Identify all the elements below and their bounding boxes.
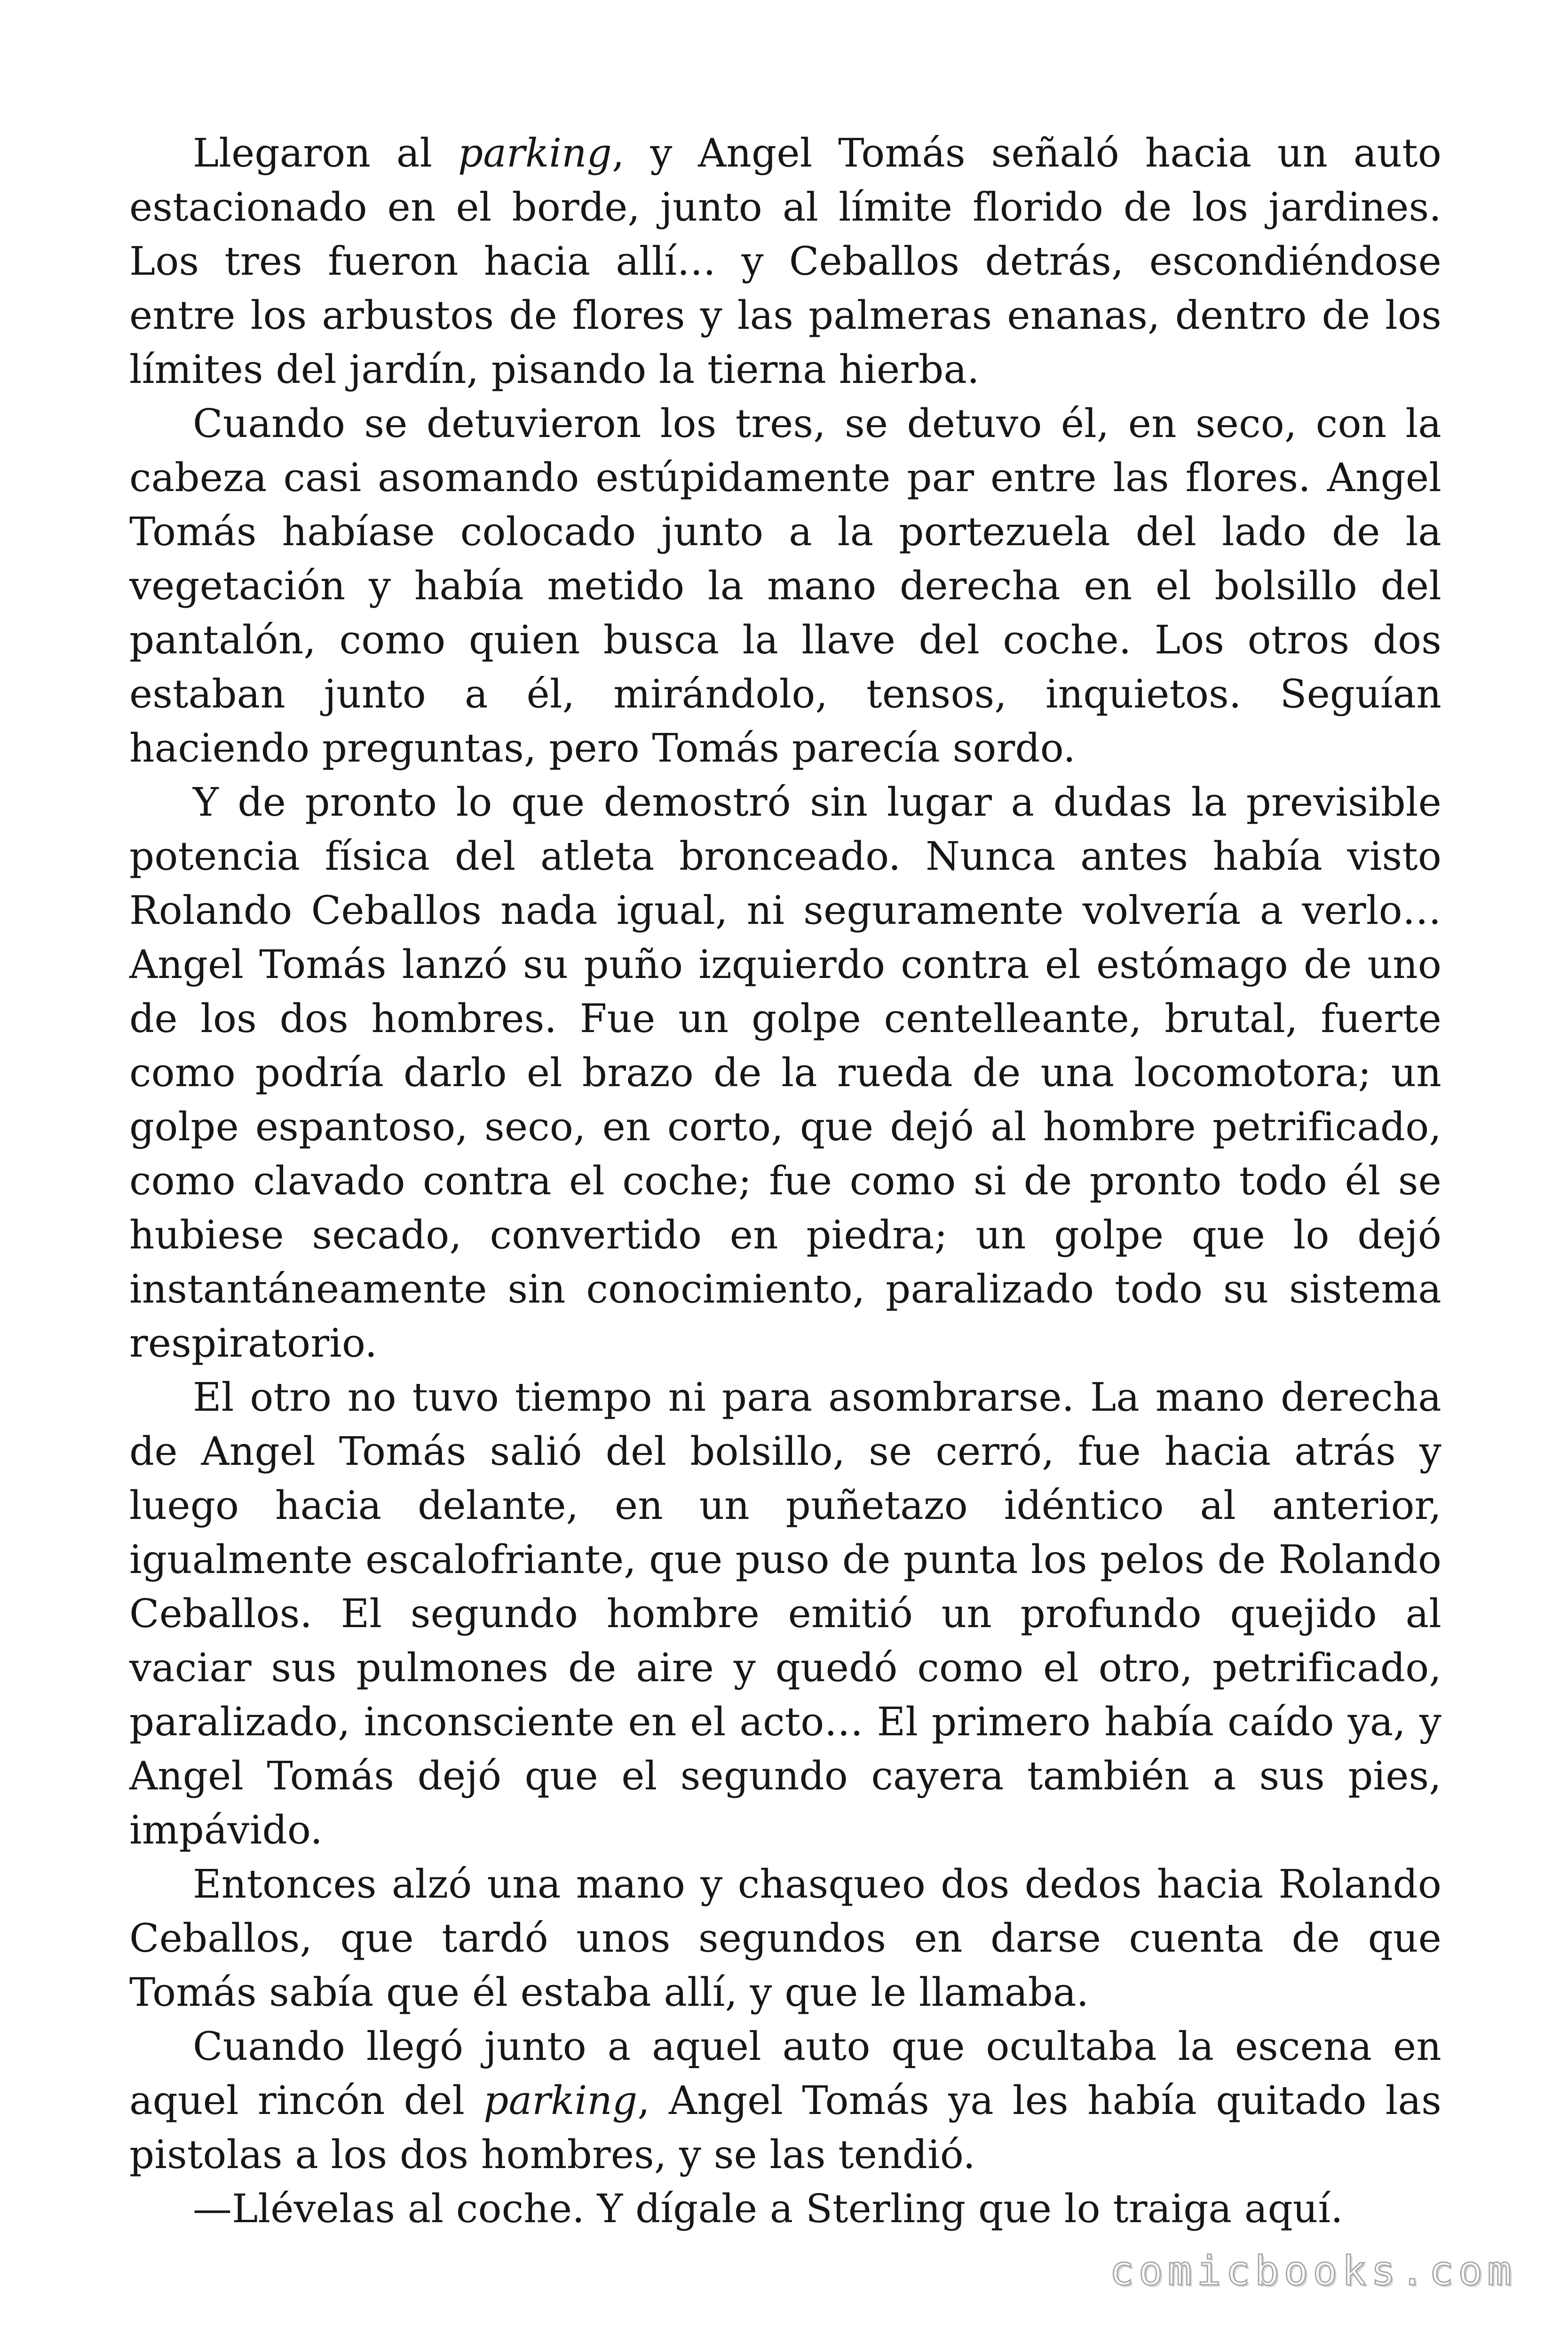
watermark: comicbooks.com — [1109, 2248, 1516, 2295]
paragraph: —Llévelas al coche. Y dígale a Sterling que lo traiga aquí. — [193, 2186, 1343, 2232]
italic-word: parking — [483, 2078, 638, 2123]
paragraph: Cuando se detuvieron los tres, se detuvo él, en seco, con la cabeza casi asomando estúpidamente par entre las flores. Angel Tomás habíase colocado junto a la portezuela del lado de la vegetación y había metido la mano derecha en el bolsillo del pantalón, como quien busca la llave del coche. Los otros dos estaban junto a él, mirándolo, tensos, inquietos. Seguían haciendo preguntas, pero Tomás parecía sordo. — [129, 401, 1441, 771]
paragraph: El otro no tuvo tiempo ni para asombrarse. La mano derecha de Angel Tomás salió del bolsillo, se cerró, fue hacia atrás y luego hacia delante, en un puñetazo idéntico al anterior, igualmente escalofriante, que puso de punta los pelos de Rolando Ceballos. El segundo hombre emitió un profundo quejido al vaciar sus pulmones de aire y quedó como el otro, petrificado, paralizado, inconsciente en el acto… El primero había caído ya, y Angel Tomás dejó que el segundo cayera también a sus pies, impávido. — [129, 1375, 1441, 1853]
text-run: , Angel Tomás ya les había quitado las pistolas a los dos hombres, y se las tendió. — [129, 2078, 1441, 2177]
paragraph: Entonces alzó una mano y chasqueo dos dedos hacia Rolando Ceballos, que tardó unos segundos en darse cuenta de que Tomás sabía que él estaba allí, y que le llamaba. — [129, 1861, 1441, 2015]
paragraph — [129, 126, 1441, 397]
italic-word: parking — [458, 130, 612, 176]
paragraph — [129, 2019, 1441, 2182]
text-run: , y Angel Tomás señaló hacia un auto estacionado en el borde, junto al límite florido de los jardines. Los tres fueron hacia allí… y Ceballos detrás, escondiéndose entre los arbustos de flores y las palmeras enanas, dentro de los límites del jardín, pisando la tierna hierba. — [129, 130, 1441, 392]
paragraph: Y de pronto lo que demostró sin lugar a dudas la previsible potencia física del atleta bronceado. Nunca antes había visto Rolando Ceballos nada igual, ni seguramente volvería a verlo… Angel Tomás lanzó su puño izquierdo contra el estómago de uno de los dos hombres. Fue un golpe centelleante, brutal, fuerte como podría darlo el brazo de la rueda de una locomotora; un golpe espantoso, seco, en corto, que dejó al hombre petrificado, como clavado contra el coche; fue como si de pronto todo él se hubiese secado, convertido en piedra; un golpe que lo dejó instantáneamente sin conocimiento, paralizado todo su sistema respiratorio. — [129, 779, 1441, 1366]
page-text — [129, 126, 1441, 2236]
text-run: Cuando llegó junto a aquel auto que ocultaba la escena en aquel rincón del — [129, 2024, 1441, 2123]
text-run: Llegaron al — [193, 130, 458, 176]
